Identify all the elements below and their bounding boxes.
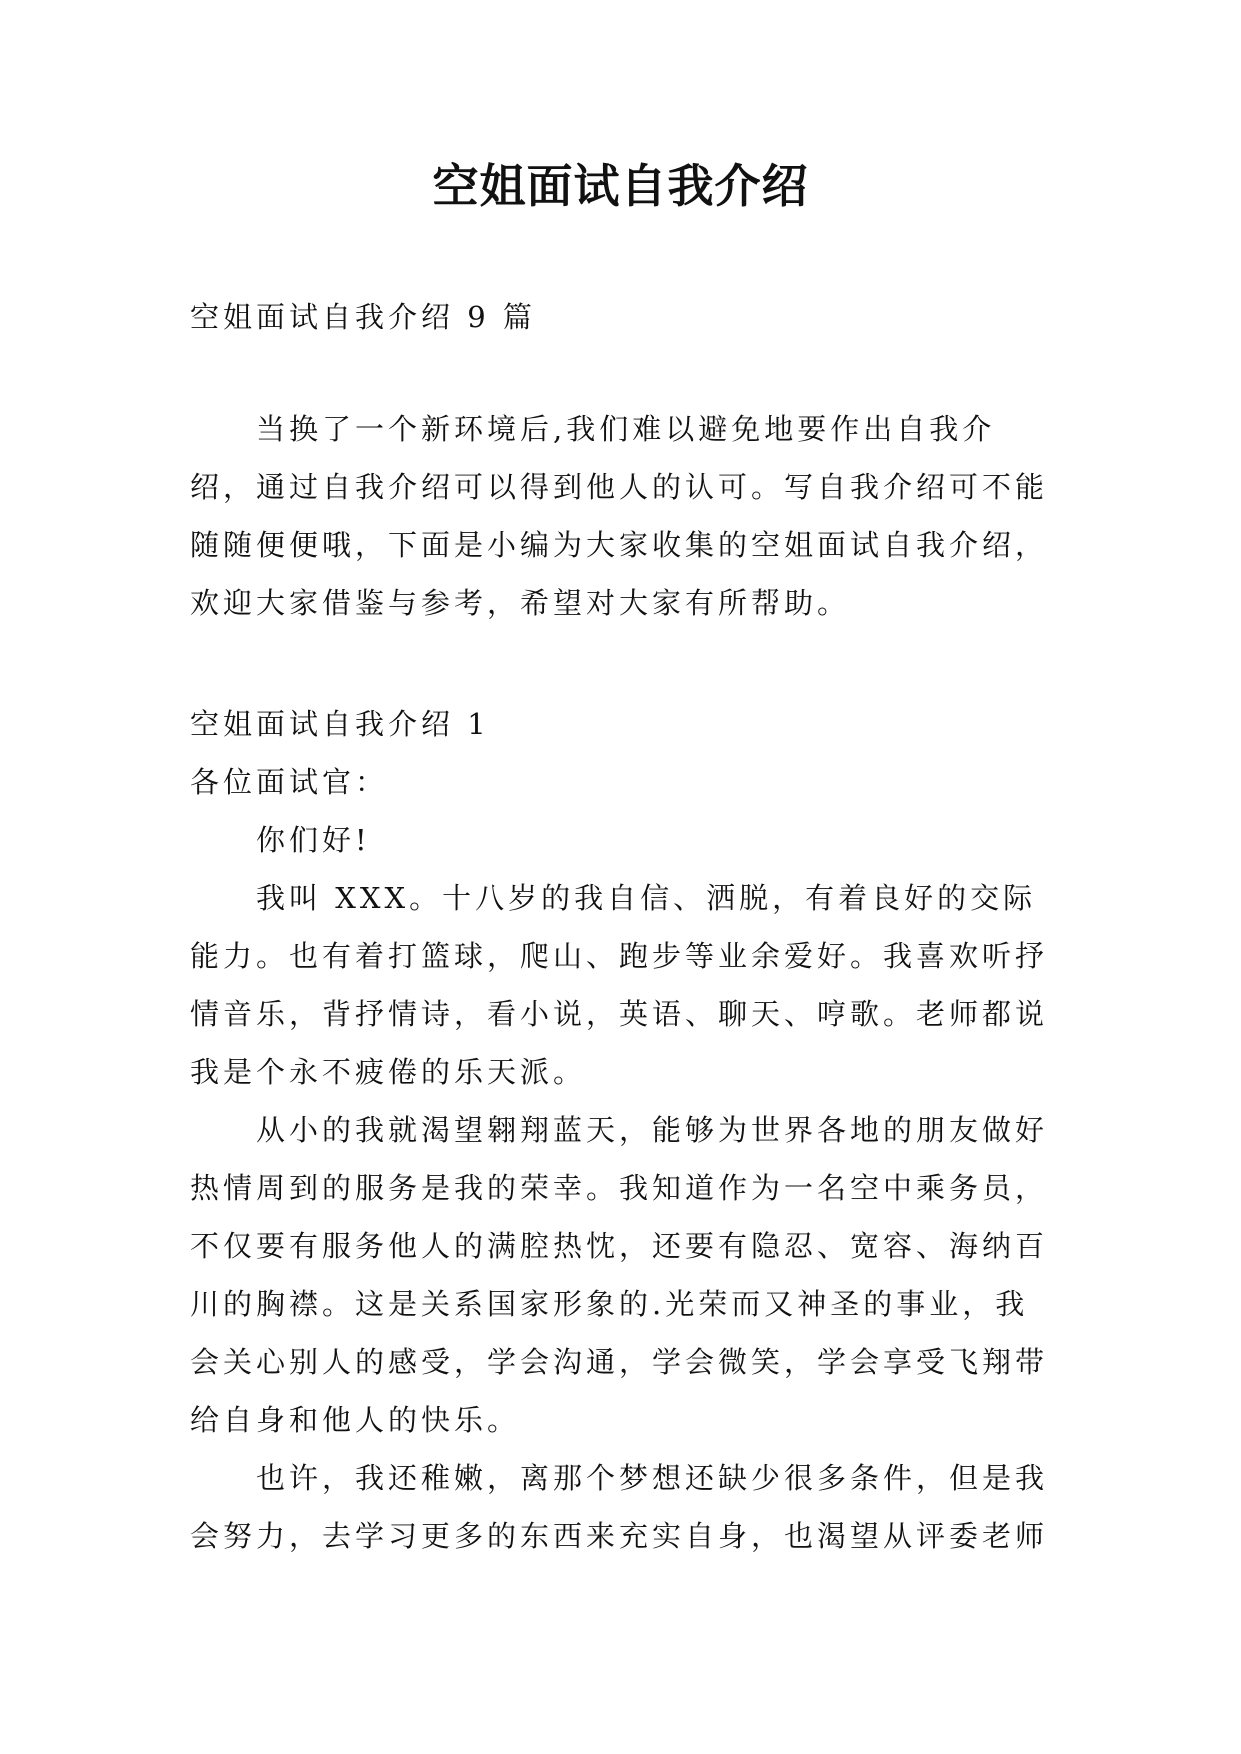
greeting: 你们好! [256,823,371,857]
body-paragraph: 从小的我就渴望翱翔蓝天，能够为世界各地的朋友做好热情周到的服务是我的荣幸。我知道作为一名空中乘务员，不仅要有服务他人的满腔热忱，还要有隐忍、宽容、海纳百川的胸襟。这是关系国家形象的.光荣而又神圣的事业，我会关心别人的感受，学会沟通，学会微笑，学会享受飞翔带给自身和他人的快乐。 [190,1113,1049,1437]
subtitle-text: 空姐面试自我介绍 9 篇 [190,300,536,334]
document-title: 空姐面试自我介绍 [432,159,809,213]
intro-paragraph: 当换了一个新环境后,我们难以避免地要作出自我介绍，通过自我介绍可以得到他人的认可。写自我介绍可不能随随便便哦，下面是小编为大家收集的空姐面试自我介绍，欢迎大家借鉴与参考，希望对大家有所帮助。 [190,412,1049,620]
section-1 [190,695,1055,1565]
body-paragraph: 也许，我还稚嫩，离那个梦想还缺少很多条件，但是我会努力，去学习更多的东西来充实自身，也渴望从评委老师 [190,1461,1049,1553]
intro-paragraph-block [190,400,1055,632]
salutation: 各位面试官： [190,765,389,799]
section-heading: 空姐面试自我介绍 1 [190,707,490,741]
document-subtitle [190,288,1055,346]
body-paragraph: 我叫 XXX。十八岁的我自信、洒脱，有着良好的交际能力。也有着打篮球，爬山、跑步等业余爱好。我喜欢听抒情音乐，背抒情诗，看小说，英语、聊天、哼歌。老师都说我是个永不疲倦的乐天派。 [190,881,1049,1089]
